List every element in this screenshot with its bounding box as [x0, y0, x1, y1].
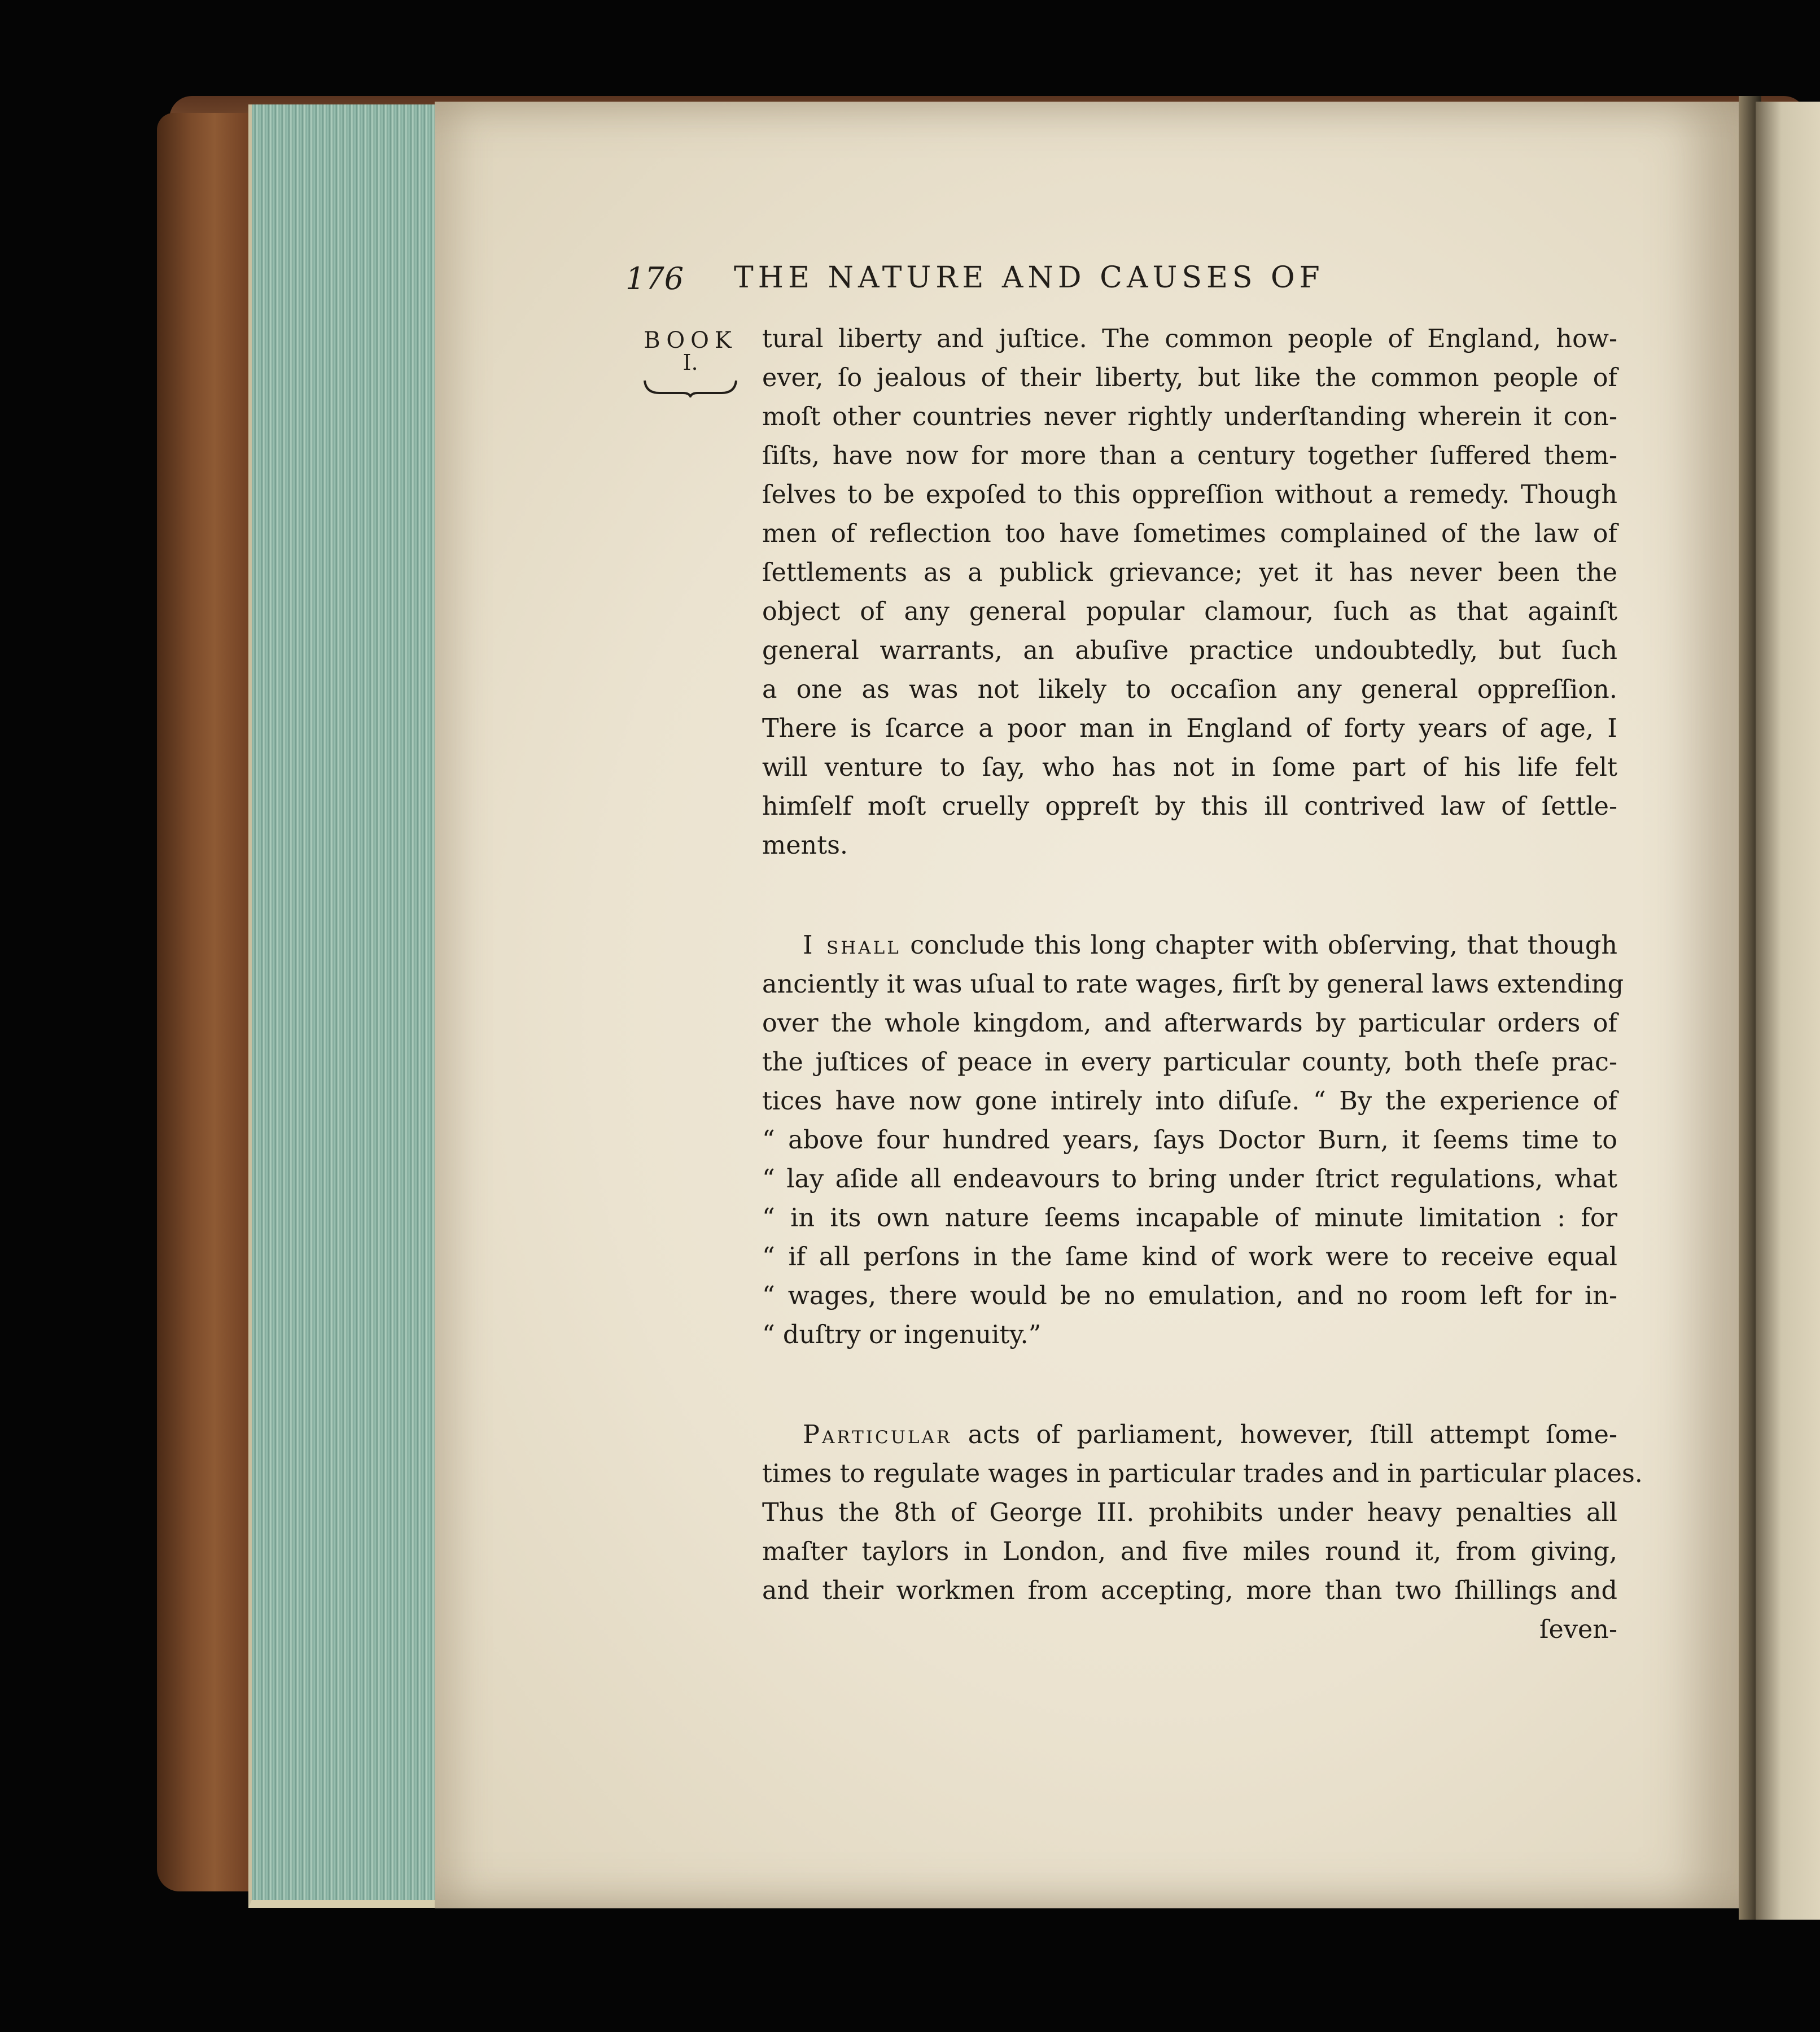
text-line: and their workmen from accepting, more than two ſhillings and	[762, 1576, 1617, 1605]
paragraph-1	[762, 320, 1617, 865]
text-line: over the whole kingdom, and afterwards by particular orders of	[762, 1009, 1617, 1038]
text-line: ſettlements as a publick grievance; yet it has never been the	[762, 558, 1617, 587]
side-book-marker	[637, 327, 744, 397]
text-line: “ lay aſide all endeavours to bring under ſtrict regulations, what	[762, 1165, 1617, 1194]
catchword: ſeven-	[1539, 1615, 1617, 1644]
text-line: himſelf moſt cruelly oppreſt by this ill contrived law of ſettle-	[762, 792, 1617, 821]
book-cover-spine	[157, 113, 253, 1891]
page-edges	[248, 104, 447, 1908]
brace-ornament	[642, 377, 738, 397]
text-line: ſelves to be expoſed to this oppreſſion without a remedy. Though	[762, 480, 1617, 509]
text-line: times to regulate wages in particular trades and in particular places.	[762, 1459, 1643, 1488]
text-line: There is ſcarce a poor man in England of forty years of age, I	[762, 714, 1617, 743]
text-line-lead	[762, 926, 1617, 965]
text-line: maſter taylors in London, and five miles round it, from giving,	[762, 1537, 1617, 1566]
text-line: tural liberty and juſtice. The common people of England, how-	[762, 325, 1617, 353]
text-line: moſt other countries never rightly underſtanding wherein it con-	[762, 403, 1617, 431]
text-line: object of any general popular clamour, ſuch as that againſt	[762, 597, 1617, 626]
page-number: 176	[625, 261, 684, 296]
facing-page-edge	[1756, 102, 1820, 1920]
text-line-rest: conclude this long chapter with obſerving, that though	[900, 931, 1617, 960]
book-number: I.	[683, 350, 698, 375]
text-line: “ wages, there would be no emulation, and no room left for in-	[762, 1282, 1617, 1310]
text-line: men of reflection too have ſometimes complained of the law of	[762, 519, 1617, 548]
text-line: general warrants, an abuſive practice undoubtedly, but ſuch	[762, 636, 1617, 665]
lead-smallcaps: I shall	[803, 931, 901, 960]
text-line: tices have now gone intirely into diſuſe. “ By the experience of	[762, 1087, 1617, 1116]
text-line: “ if all perſons in the ſame kind of work were to receive equal	[762, 1243, 1617, 1271]
paragraph-2	[762, 926, 1624, 1354]
book-label: BOOK	[644, 327, 737, 353]
text-line: ſiſts, have now for more than a century together ſuffered them-	[762, 442, 1617, 470]
lead-smallcaps: Particular	[803, 1421, 952, 1449]
text-line: “ in its own nature ſeems incapable of minute limitation : for	[762, 1204, 1617, 1233]
text-line: will venture to ſay, who has not in ſome part of his life felt	[762, 753, 1617, 782]
paragraph-3	[762, 1415, 1643, 1649]
text-line-lead	[762, 1415, 1617, 1454]
text-line: ments.	[762, 831, 848, 860]
body-text	[762, 320, 1643, 1649]
text-line: “ duſtry or ingenuity.”	[762, 1321, 1042, 1349]
text-line: a one as was not likely to occaſion any general oppreſſion.	[762, 675, 1617, 704]
text-line: anciently it was uſual to rate wages, firſt by general laws extending	[762, 970, 1624, 999]
running-head-title: THE NATURE AND CAUSES OF	[734, 261, 1324, 295]
text-line: Thus the 8th of George III. prohibits under heavy penalties all	[762, 1498, 1617, 1527]
text-line: the juſtices of peace in every particular county, both theſe prac-	[762, 1048, 1617, 1077]
text-line: “ above four hundred years, ſays Doctor Burn, it ſeems time to	[762, 1126, 1617, 1155]
text-line-rest: acts of parliament, however, ſtill attempt ſome-	[952, 1421, 1617, 1449]
text-line: ever, ſo jealous of their liberty, but like the common people of	[762, 364, 1617, 392]
